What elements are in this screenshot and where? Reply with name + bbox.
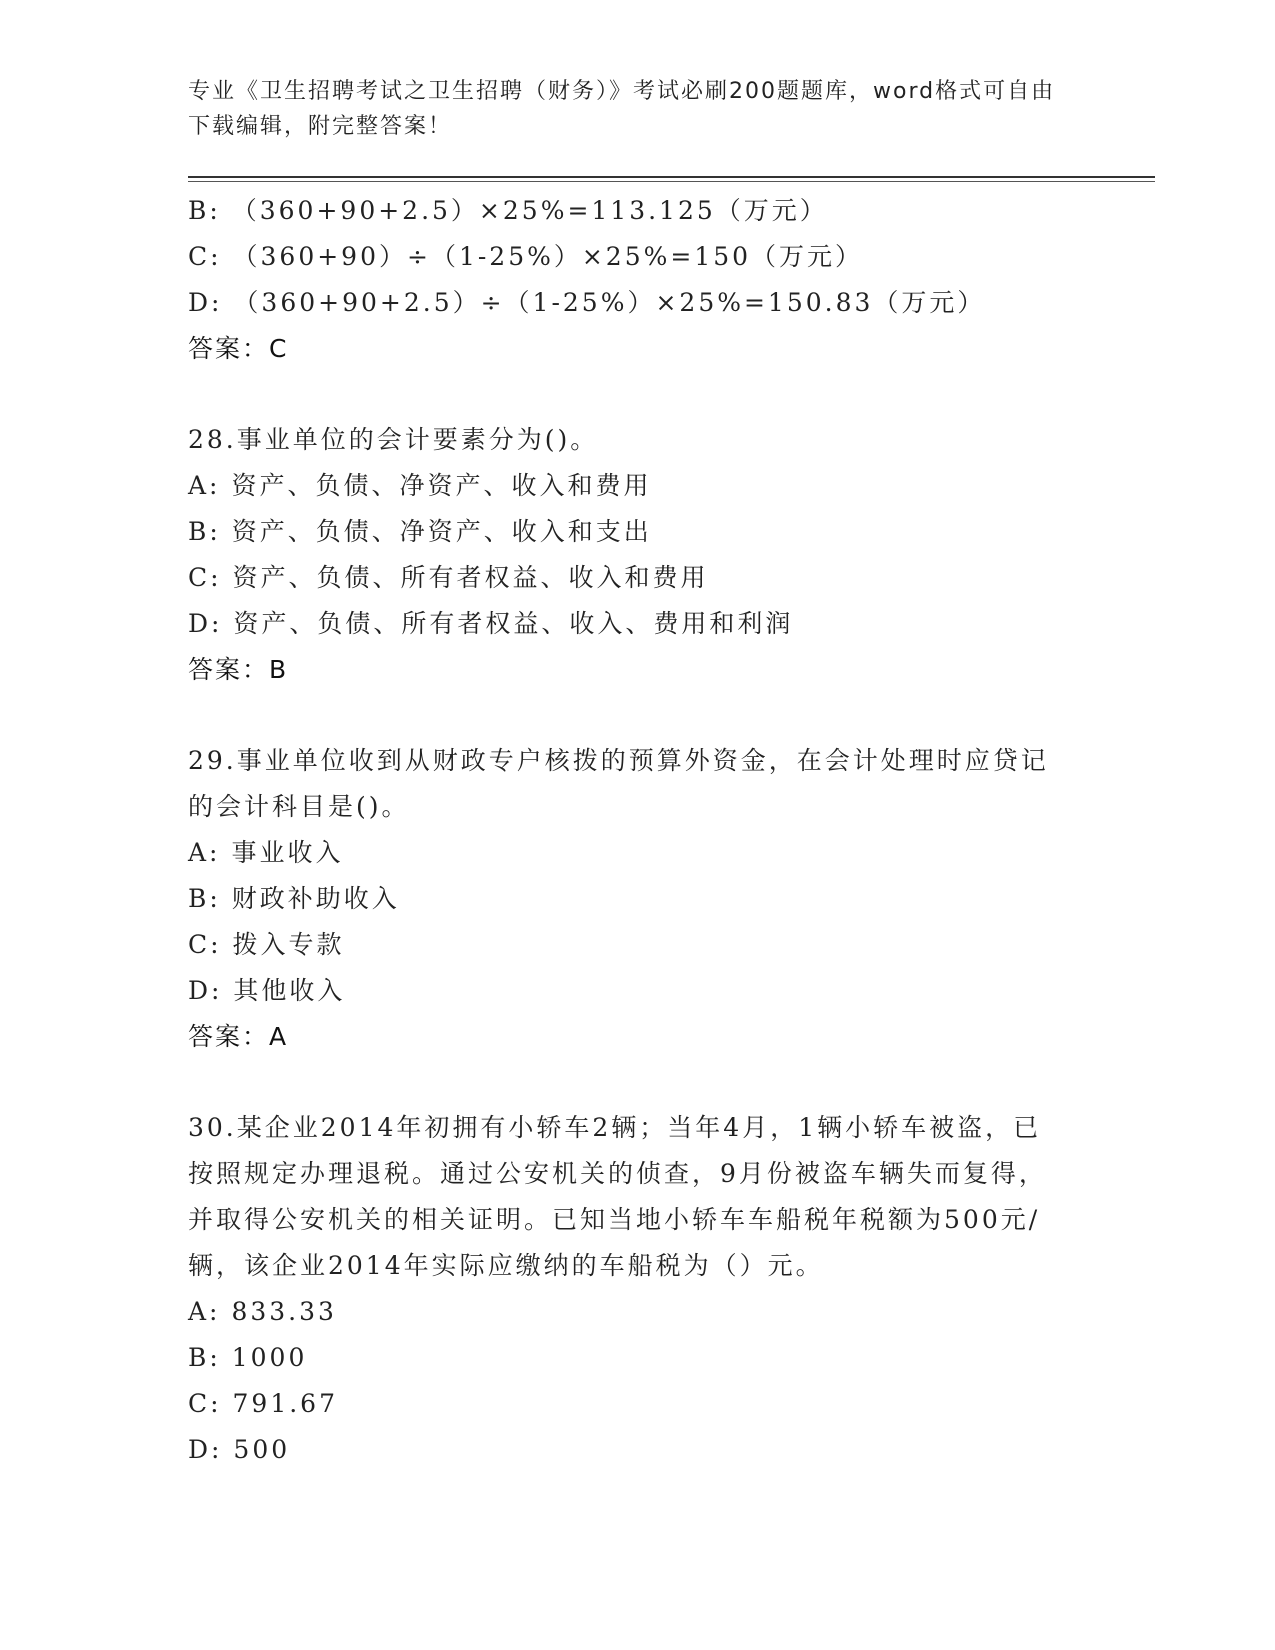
option-b	[188, 1335, 1088, 1381]
option-text: 资产、负债、净资产、收入和支出	[231, 517, 652, 546]
option-c	[188, 234, 1088, 280]
option-label: D:	[188, 1435, 223, 1464]
option-c	[188, 1381, 1088, 1427]
option-text: （360+90）÷（1-25%）×25%=150（万元）	[232, 242, 864, 271]
option-b	[188, 188, 1088, 234]
header-divider-thick	[188, 176, 1155, 178]
option-a	[188, 1289, 1088, 1335]
prev-question-block	[188, 188, 1088, 372]
question-28	[188, 417, 1088, 693]
option-label: C:	[188, 242, 222, 271]
option-label: C:	[188, 930, 222, 959]
option-text: （360+90+2.5）÷（1-25%）×25%=150.83（万元）	[233, 288, 986, 317]
option-text: 资产、负债、所有者权益、收入、费用和利润	[233, 609, 794, 638]
option-a	[188, 463, 1088, 509]
option-d	[188, 1427, 1088, 1473]
question-text: 30.某企业2014年初拥有小轿车2辆；当年4月，1辆小轿车被盗，已按照规定办理退税。通过公安机关的侦查，9月份被盗车辆失而复得，并取得公安机关的相关证明。已知当地小轿车车船税年税额为500元/辆，该企业2014年实际应缴纳的车船税为（）元。	[188, 1113, 1047, 1280]
option-label: C:	[188, 563, 222, 592]
question-text: 29.事业单位收到从财政专户核拨的预算外资金，在会计处理时应贷记的会计科目是()。	[188, 746, 1049, 821]
option-label: B:	[188, 884, 221, 913]
option-label: A:	[188, 471, 221, 500]
option-label: D:	[188, 976, 223, 1005]
header-divider-thin	[188, 181, 1155, 182]
document-header: 专业《卫生招聘考试之卫生招聘（财务）》考试必刷200题题库，word格式可自由下载编辑，附完整答案！	[188, 79, 1056, 139]
option-text: 791.67	[232, 1389, 338, 1418]
answer-line: 答案：C	[188, 334, 289, 363]
option-text: 资产、负债、净资产、收入和费用	[231, 471, 652, 500]
answer-line: 答案：B	[188, 655, 289, 684]
question-text: 28.事业单位的会计要素分为()。	[188, 425, 599, 454]
option-label: B:	[188, 1343, 221, 1372]
option-c	[188, 922, 1088, 968]
option-b	[188, 509, 1088, 555]
option-text: 其他收入	[233, 976, 346, 1005]
option-d	[188, 968, 1088, 1014]
option-label: A:	[188, 838, 221, 867]
option-text: 资产、负债、所有者权益、收入和费用	[232, 563, 709, 592]
option-b	[188, 876, 1088, 922]
option-text: 500	[233, 1435, 291, 1464]
option-label: D:	[188, 288, 223, 317]
option-d	[188, 280, 1088, 326]
option-label: D:	[188, 609, 223, 638]
option-text: 833.33	[231, 1297, 337, 1326]
answer-line: 答案：A	[188, 1022, 289, 1051]
question-30	[188, 1105, 1088, 1473]
option-label: A:	[188, 1297, 221, 1326]
document-body	[188, 188, 1088, 1473]
option-text: 拨入专款	[232, 930, 345, 959]
option-text: （360+90+2.5）×25%=113.125（万元）	[231, 196, 828, 225]
option-label: C:	[188, 1389, 222, 1418]
option-d	[188, 601, 1088, 647]
option-label: B:	[188, 196, 221, 225]
option-text: 1000	[231, 1343, 308, 1372]
option-label: B:	[188, 517, 221, 546]
option-a	[188, 830, 1088, 876]
question-29	[188, 738, 1088, 1060]
option-text: 事业收入	[231, 838, 344, 867]
option-text: 财政补助收入	[231, 884, 400, 913]
option-c	[188, 555, 1088, 601]
